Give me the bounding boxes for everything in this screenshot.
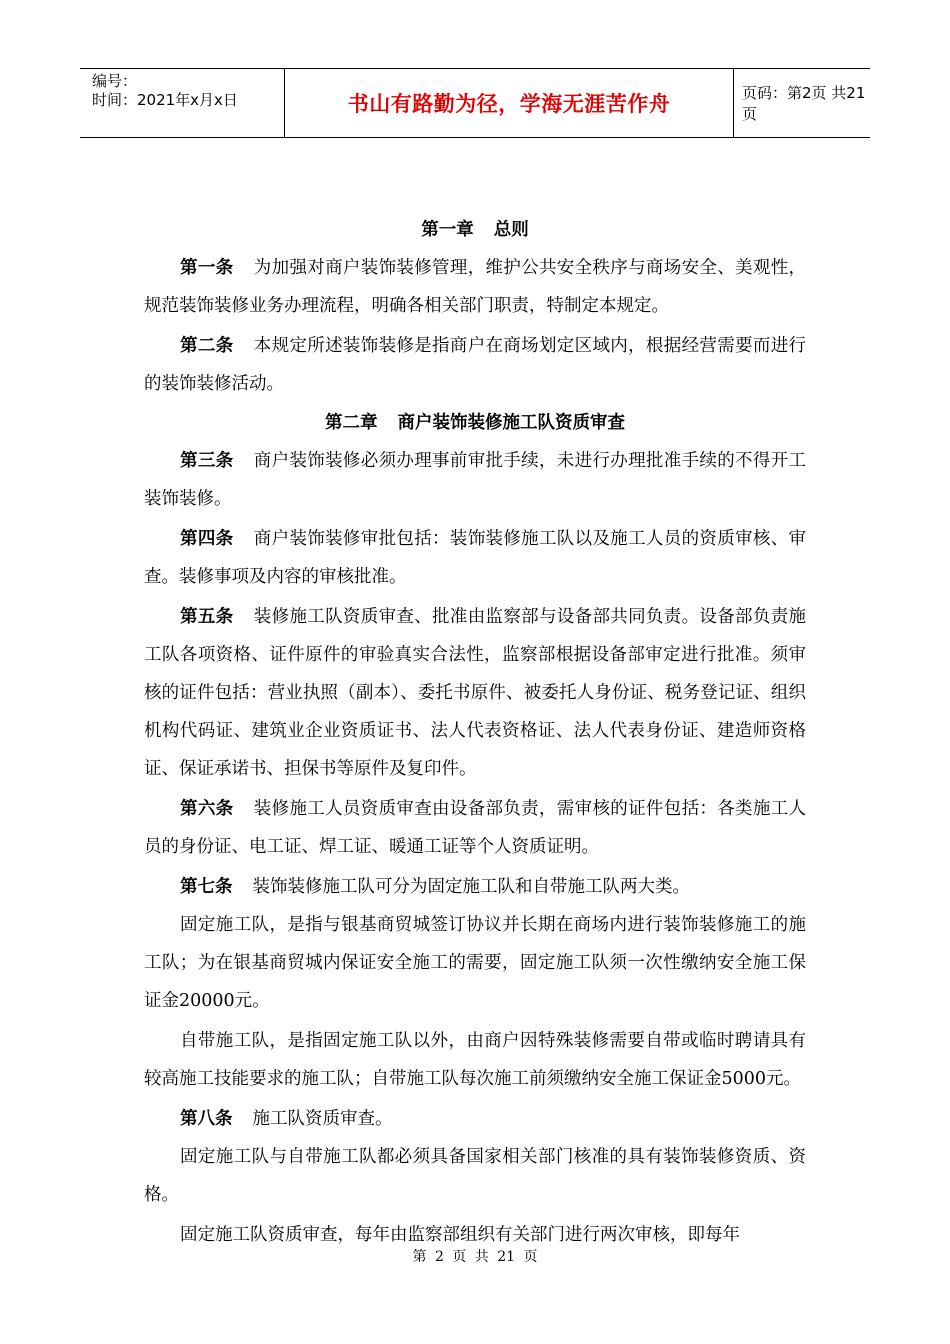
document-number-label: 编号： xyxy=(92,72,138,90)
body-paragraph: 自带施工队，是指固定施工队以外，由商户因特殊装修需要自带或临时聘请具有较高施工技能要求的施工队；自带施工队每次施工前须缴纳安全施工保证金5000元。 xyxy=(144,1031,806,1089)
document-body xyxy=(144,212,806,1254)
article-text: 装修施工队资质审查、批准由监察部与设备部共同负责。设备部负责施工队各项资格、证件原件的审验真实合法性，监察部根据设备部审定进行批准。须审核的证件包括：营业执照（副本）、委托书原件、被委托人身份证、税务登记证、组织机构代码证、建筑业企业资质证书、法人代表资格证、法人代表身份证、建造师资格证、保证承诺书、担保书等原件及复印件。 xyxy=(144,607,807,779)
article-paragraph xyxy=(144,598,806,790)
article-paragraph xyxy=(144,868,806,906)
article-label: 第三条 xyxy=(180,451,234,471)
body-paragraph: 固定施工队与自带施工队都必须具备国家相关部门核准的具有装饰装修资质、资格。 xyxy=(144,1147,806,1205)
chapter-title xyxy=(144,212,806,249)
chapter-name: 总则 xyxy=(493,220,529,240)
article-paragraph xyxy=(144,520,806,598)
article-label: 第六条 xyxy=(180,799,234,819)
header-motto: 书山有路勤为径，学海无涯苦作舟 xyxy=(284,69,734,137)
article-text: 商户装饰装修审批包括：装饰装修施工队以及施工人员的资质审核、审查。装修事项及内容的审核批准。 xyxy=(144,529,807,587)
chapter-number: 第一章 xyxy=(421,220,474,240)
body-paragraph: 固定施工队资质审查，每年由监察部组织有关部门进行两次审核，即每年 xyxy=(180,1225,740,1245)
article-text: 装饰装修施工队可分为固定施工队和自带施工队两大类。 xyxy=(252,877,690,897)
article-label: 第七条 xyxy=(180,877,233,897)
article-text: 装修施工人员资质审查由设备部负责，需审核的证件包括：各类施工人员的身份证、电工证、焊工证、暖通工证等个人资质证明。 xyxy=(144,799,807,857)
page-footer: 第 2 页 共 21 页 xyxy=(412,1249,538,1265)
page-header xyxy=(80,68,870,138)
header-page-info: 页码：第2页 共21页 xyxy=(742,84,866,123)
article-text: 为加强对商户装饰装修管理，维护公共安全秩序与商场安全、美观性，规范装饰装修业务办理流程，明确各相关部门职责，特制定本规定。 xyxy=(144,258,807,316)
article-text: 施工队资质审查。 xyxy=(252,1109,393,1129)
article-label: 第八条 xyxy=(180,1109,233,1129)
article-paragraph xyxy=(144,249,806,327)
article-text: 本规定所述装饰装修是指商户在商场划定区域内，根据经营需要而进行的装饰装修活动。 xyxy=(144,336,807,394)
article-label: 第一条 xyxy=(180,258,234,278)
article-paragraph xyxy=(144,327,806,405)
article-paragraph xyxy=(144,1100,806,1138)
article-label: 第五条 xyxy=(180,607,234,627)
article-label: 第二条 xyxy=(180,336,234,356)
header-meta xyxy=(80,69,284,137)
chapter-title xyxy=(144,405,806,442)
article-paragraph xyxy=(144,442,806,520)
article-text: 商户装饰装修必须办理事前审批手续，未进行办理批准手续的不得开工装饰装修。 xyxy=(144,451,807,509)
article-paragraph xyxy=(144,790,806,868)
document-date: 时间：2021年x月x日 xyxy=(92,91,238,109)
article-label: 第四条 xyxy=(180,529,234,549)
chapter-number: 第二章 xyxy=(325,413,378,433)
chapter-name: 商户装饰装修施工队资质审查 xyxy=(397,413,625,433)
body-paragraph: 固定施工队，是指与银基商贸城签订协议并长期在商场内进行装饰装修施工的施工队；为在银基商贸城内保证安全施工的需要，固定施工队须一次性缴纳安全施工保证金20000元。 xyxy=(144,915,806,1011)
